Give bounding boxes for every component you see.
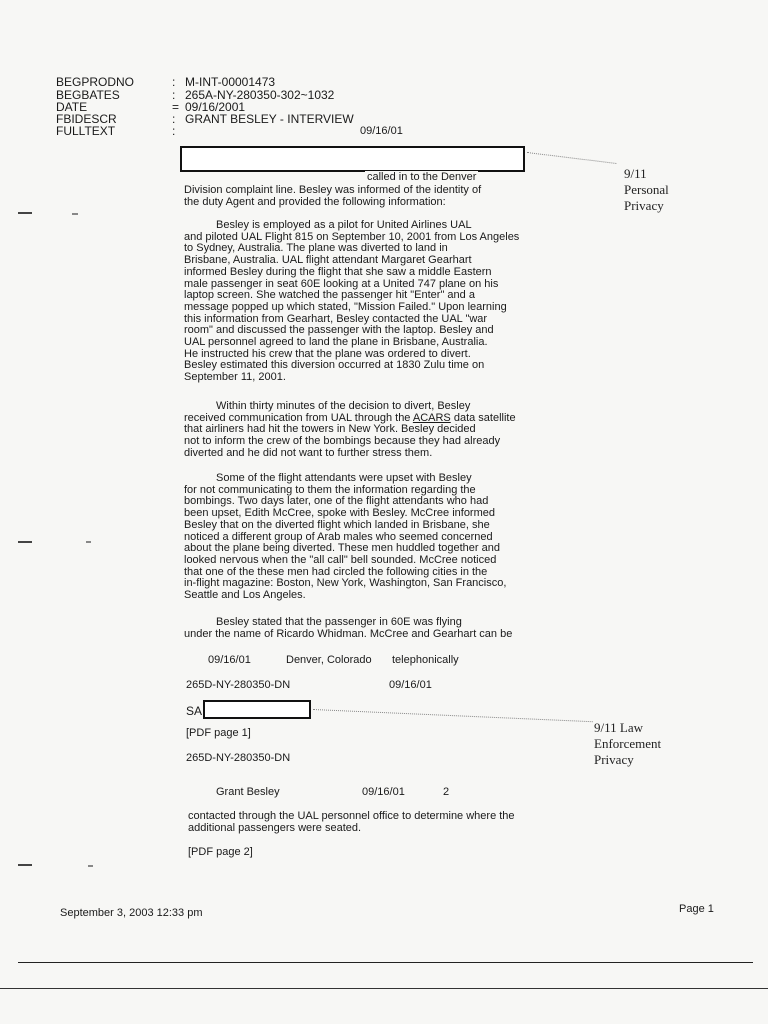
print-timestamp: September 3, 2003 12:33 pm	[60, 907, 203, 919]
meta-sep: :	[172, 112, 176, 126]
interview-method: telephonically	[392, 654, 459, 666]
continuation-header-name: Grant Besley	[216, 786, 280, 798]
continuation-header-date: 09/16/01	[362, 786, 405, 798]
continuation-page-number: 2	[443, 786, 450, 798]
interview-place: Denver, Colorado	[286, 654, 372, 666]
margin-note-personal-privacy: 9/11 Personal Privacy	[624, 166, 669, 213]
scan-mark	[86, 541, 91, 543]
meta-key-fbidescr: FBIDESCR	[56, 112, 117, 126]
rule-top	[18, 962, 753, 963]
intro-line-4: the duty Agent and provided the following information:	[184, 196, 446, 208]
meta-sep: :	[172, 124, 176, 138]
intro-line-3: Division complaint line. Besley was informed of the identity of	[184, 184, 482, 196]
pdf-page-2-marker: [PDF page 2]	[188, 846, 253, 858]
leader-line	[527, 152, 616, 164]
continuation-line-1: contacted through the UAL personnel office to determine where the	[188, 810, 515, 822]
scan-mark	[88, 865, 93, 867]
continuation-line-2: additional passengers were seated.	[188, 822, 362, 834]
meta-key-date: DATE	[56, 100, 88, 114]
paragraph-3: Some of the flight attendants were upset with Besley for not communicating to them the information regarding the bombings. Two days later, one of the flight attendants who had been upset, Edith McCree, spoke with Besley. McCree informed Besley that on the diverted flight which landed in Brisbane, she noticed a different group of Arab males who seemed concerned about the plane being diverted. These men huddled together and looked nervous when the "all call" bell sounded. McCree noticed that one of the these men had circled the following cities in the in-flight magazine: Boston, New York, Washington, San Francisco, Seattle and Los Angeles.	[184, 472, 507, 602]
pdf-page-1-marker: [PDF page 1]	[186, 727, 251, 739]
sa-label: SA	[186, 704, 203, 718]
fulltext-date: 09/16/01	[360, 125, 403, 137]
meta-key-begprodno: BEGPRODNO	[56, 75, 135, 89]
file-number-2: 265D-NY-280350-DN	[186, 752, 291, 764]
paragraph-4: Besley stated that the passenger in 60E was flying under the name of Ricardo Whidman. McCree and Gearhart can be	[184, 616, 513, 640]
meta-key-fulltext: FULLTEXT	[56, 124, 116, 138]
leader-line	[313, 709, 593, 722]
paragraph-1: Besley is employed as a pilot for United Airlines UAL and piloted UAL Flight 815 on September 10, 2001 from Los Angeles to Sydney, Australia. The plane was diverted to land in Brisbane, Australia. UAL flight attendant Margaret Gearhart informed Besley during the flight that she saw a middle Eastern male passenger in seat 60E looking at a United 747 plane on his laptop screen. She watched the passenger hit "Enter" and a message popped up which stated, "Mission Failed." Upon learning this information from Gearhart, Besley contacted the UAL "war room" and discussed the passenger with the laptop. Besley and UAL personnel agreed to land the plane in Brisbane, Australia. He instructed his crew that the plane was ordered to divert. Besley estimated this diversion occurred at 1830 Zulu time on September 11, 2001.	[184, 219, 520, 384]
scan-mark	[18, 864, 32, 866]
intro-line-2: called in to the Denver	[367, 171, 477, 183]
margin-note-law-enforcement-privacy: 9/11 Law Enforcement Privacy	[594, 720, 662, 767]
file-number: 265D-NY-280350-DN	[186, 679, 291, 691]
meta-value-begbates: 265A-NY-280350-302~1032	[185, 88, 335, 102]
meta-value-date: 09/16/2001	[185, 100, 246, 114]
scan-mark	[18, 212, 32, 214]
meta-sep: :	[172, 88, 176, 102]
scan-mark	[72, 213, 78, 215]
meta-key-begbates: BEGBATES	[56, 88, 120, 102]
redaction-box-sa	[203, 700, 311, 719]
interview-date: 09/16/01	[208, 654, 251, 666]
scan-mark	[18, 541, 32, 543]
page-label: Page 1	[679, 903, 714, 915]
paragraph-2: Within thirty minutes of the decision to divert, Besley received communication from UAL through the ACARS data satellite that airliners had hit the towers in New York. Besley decided not to inform the crew of the bombings because they had already diverted and he did not want to further stress them.	[184, 400, 516, 459]
file-date: 09/16/01	[389, 679, 432, 691]
redaction-box	[180, 146, 525, 172]
meta-sep: :	[172, 75, 176, 89]
meta-sep: =	[172, 100, 180, 114]
rule-bottom	[0, 988, 768, 989]
meta-value-begprodno: M-INT-00001473	[185, 75, 276, 89]
meta-value-fbidescr: GRANT BESLEY - INTERVIEW	[185, 112, 354, 126]
